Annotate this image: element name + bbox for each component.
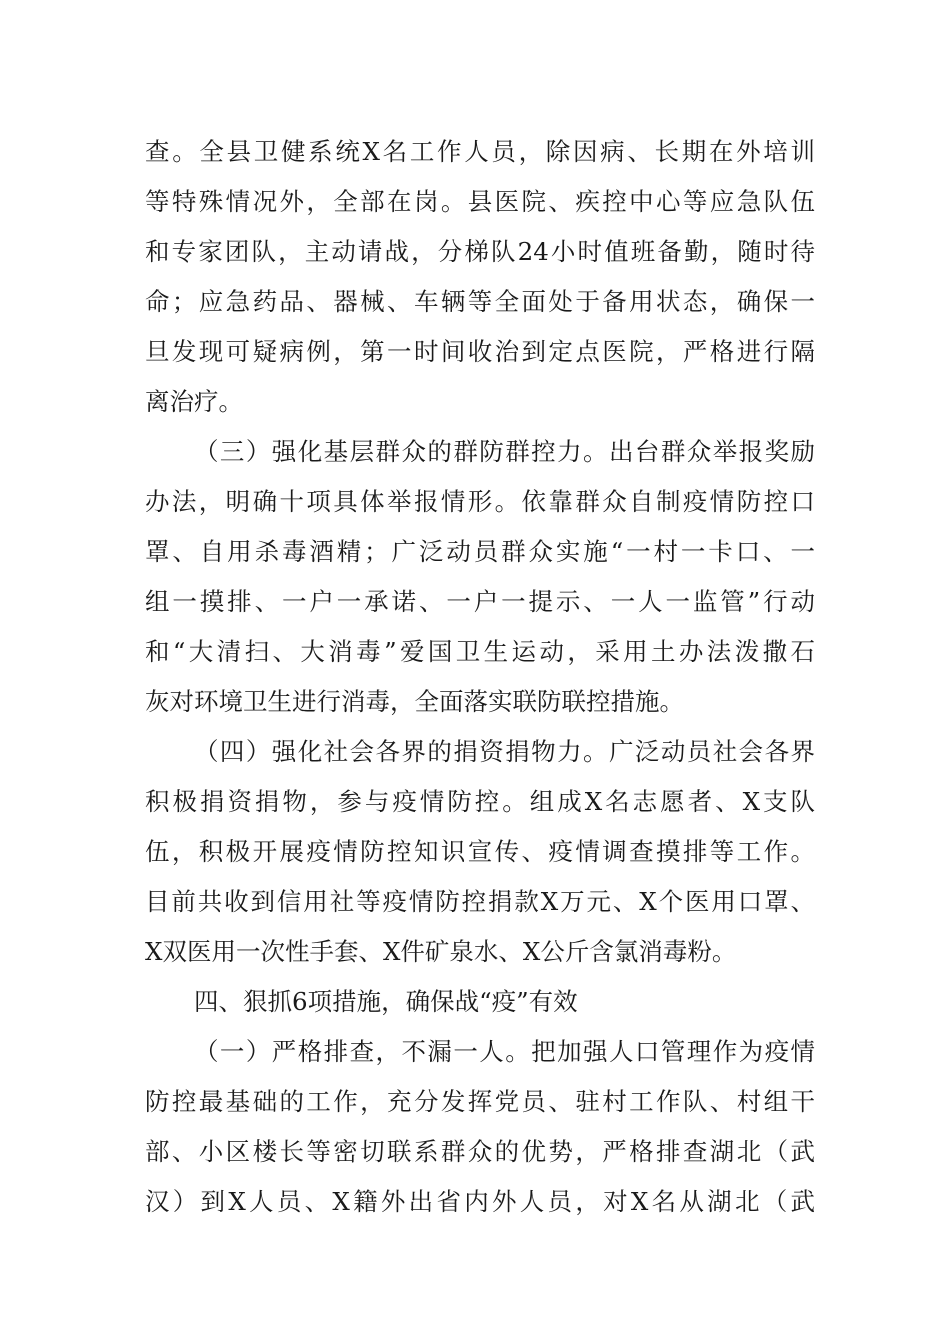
paragraph-line: 目前共收到信用社等疫情防控捐款X万元、X个医用口罩、 (145, 887, 815, 916)
paragraph-line: 离治疗。 (145, 387, 243, 416)
paragraph-line: 等特殊情况外，全部在岗。县医院、疾控中心等应急队伍 (145, 187, 815, 216)
body-text (145, 127, 815, 1227)
paragraph-line: 积极捐资捐物，参与疫情防控。组成X名志愿者、X支队 (145, 787, 815, 816)
paragraph-line: 灰对环境卫生进行消毒，全面落实联防联控措施。 (145, 687, 684, 716)
paragraph-line: 和专家团队，主动请战，分梯队24小时值班备勤，随时待 (145, 237, 815, 266)
paragraph-line: 办法，明确十项具体举报情形。依靠群众自制疫情防控口 (145, 487, 815, 516)
paragraph-line: 伍，积极开展疫情防控知识宣传、疫情调查摸排等工作。 (145, 837, 815, 866)
paragraph-line: X双医用一次性手套、X件矿泉水、X公斤含氯消毒粉。 (145, 937, 737, 966)
paragraph-line: 旦发现可疑病例，第一时间收治到定点医院，严格进行隔 (145, 337, 815, 366)
paragraph-first-line: （三）强化基层群众的群防群控力。出台群众举报奖励 (194, 437, 815, 466)
paragraph-first-line: （四）强化社会各界的捐资捐物力。广泛动员社会各界 (194, 737, 815, 766)
paragraph-line: 和“大清扫、大消毒”爱国卫生运动，采用土办法泼撒石 (145, 637, 815, 666)
paragraph-line: 罩、自用杀毒酒精；广泛动员群众实施“一村一卡口、一 (145, 537, 815, 566)
paragraph-first-line: （一）严格排查，不漏一人。把加强人口管理作为疫情 (194, 1037, 815, 1066)
paragraph-line: 防控最基础的工作，充分发挥党员、驻村工作队、村组干 (145, 1087, 815, 1116)
paragraph-line: 命；应急药品、器械、车辆等全面处于备用状态，确保一 (145, 287, 815, 316)
paragraph-line: 汉）到X人员、X籍外出省内外人员，对X名从湖北（武 (145, 1187, 815, 1216)
paragraph-line: 查。全县卫健系统X名工作人员，除因病、长期在外培训 (145, 137, 815, 166)
paragraph-first-line: 四、狠抓6项措施，确保战“疫”有效 (194, 987, 578, 1016)
paragraph-line: 组一摸排、一户一承诺、一户一提示、一人一监管”行动 (145, 587, 815, 616)
paragraph-line: 部、小区楼长等密切联系群众的优势，严格排查湖北（武 (145, 1137, 815, 1166)
